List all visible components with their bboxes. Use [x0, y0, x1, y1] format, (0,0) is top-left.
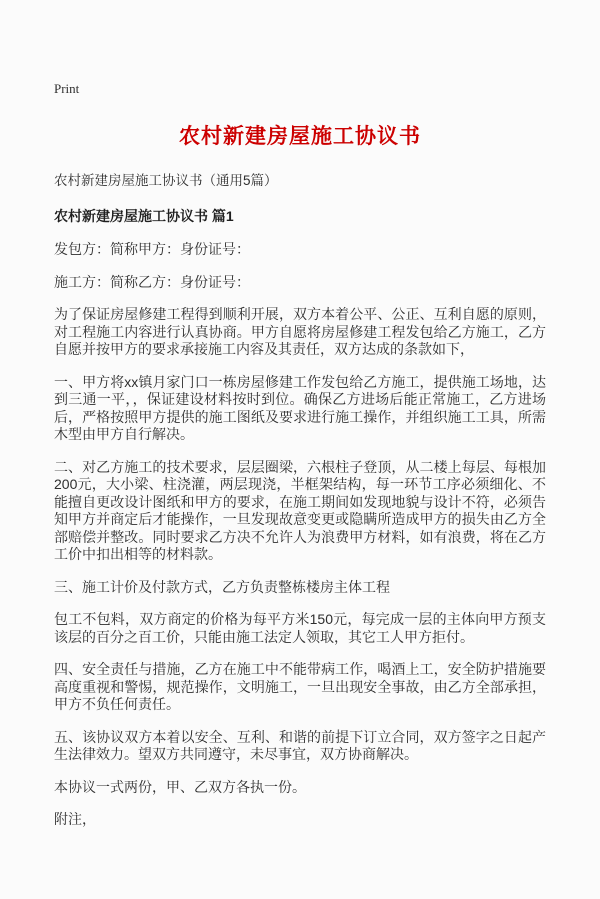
- paragraph-clause-4: 四、安全责任与措施，乙方在施工中不能带病工作，喝酒上工，安全防护措施要高度重视和警惕，规范操作，文明施工，一旦出现安全事故，由乙方全部承担，甲方不负任何责任。: [54, 661, 546, 712]
- paragraph-clause-3: 三、施工计价及付款方式，乙方负责整栋楼房主体工程: [54, 578, 390, 595]
- paragraph-copies: 本协议一式两份，甲、乙双方各执一份。: [54, 778, 306, 795]
- paragraph-clause-1: 一、甲方将xx镇月家门口一栋房屋修建工作发包给乙方施工，提供施工场地，达到三通一平，，保证建设材料按时到位。确保乙方进场后能正常施工，乙方进场后，严格按照甲方提供的施工图纸及要求进行施工操作，并组织施工工具，所需木型由甲方自行解决。: [54, 373, 546, 442]
- paragraph-note: 附注，: [54, 811, 96, 827]
- paragraph-clause-3-detail: 包工不包料，双方商定的价格为每平方米150元，每完成一层的主体向甲方预支该层的百分之百工价，只能由施工法定人领取，其它工人甲方拒付。: [54, 611, 546, 645]
- section-heading: 农村新建房屋施工协议书 篇1: [54, 208, 234, 224]
- document-subtitle: 农村新建房屋施工协议书（通用5篇）: [54, 173, 278, 188]
- paragraph-clause-5: 五、该协议双方本着以安全、互利、和谐的前提下订立合同，双方签字之日起产生法律效力。望双方共同遵守，未尽事宜，双方协商解决。: [54, 728, 546, 762]
- print-link[interactable]: Print: [54, 81, 80, 96]
- paragraph-party-a: 发包方：简称甲方：身份证号：: [54, 241, 250, 257]
- document-title: 农村新建房屋施工协议书: [179, 125, 421, 148]
- paragraph-clause-2: 二、对乙方施工的技术要求，层层圈梁，六根柱子登顶，从二楼上每层、每根加200元，大小梁、柱浇灌，两层现浇，半框架结构，每一环节工序必须细化、不能擅自更改设计图纸和甲方的要求，在施工期间如发现地貌与设计不符，必须告知甲方并商定后才能操作，一旦发现故意变更或隐瞒所造成甲方的损失由乙方全部赔偿并整改。同时要求乙方决不允许人为浪费甲方材料，如有浪费，将在乙方工价中扣出相等的材料款。: [54, 458, 546, 562]
- paragraph-party-b: 施工方：简称乙方：身份证号：: [54, 273, 250, 290]
- paragraph-preamble: 为了保证房屋修建工程得到顺利开展，双方本着公平、公正、互利自愿的原则，对工程施工内容进行认真协商。甲方自愿将房屋修建工程发包给乙方施工，乙方自愿并按甲方的要求承接施工内容及其责任，双方达成的条款如下，: [54, 306, 546, 357]
